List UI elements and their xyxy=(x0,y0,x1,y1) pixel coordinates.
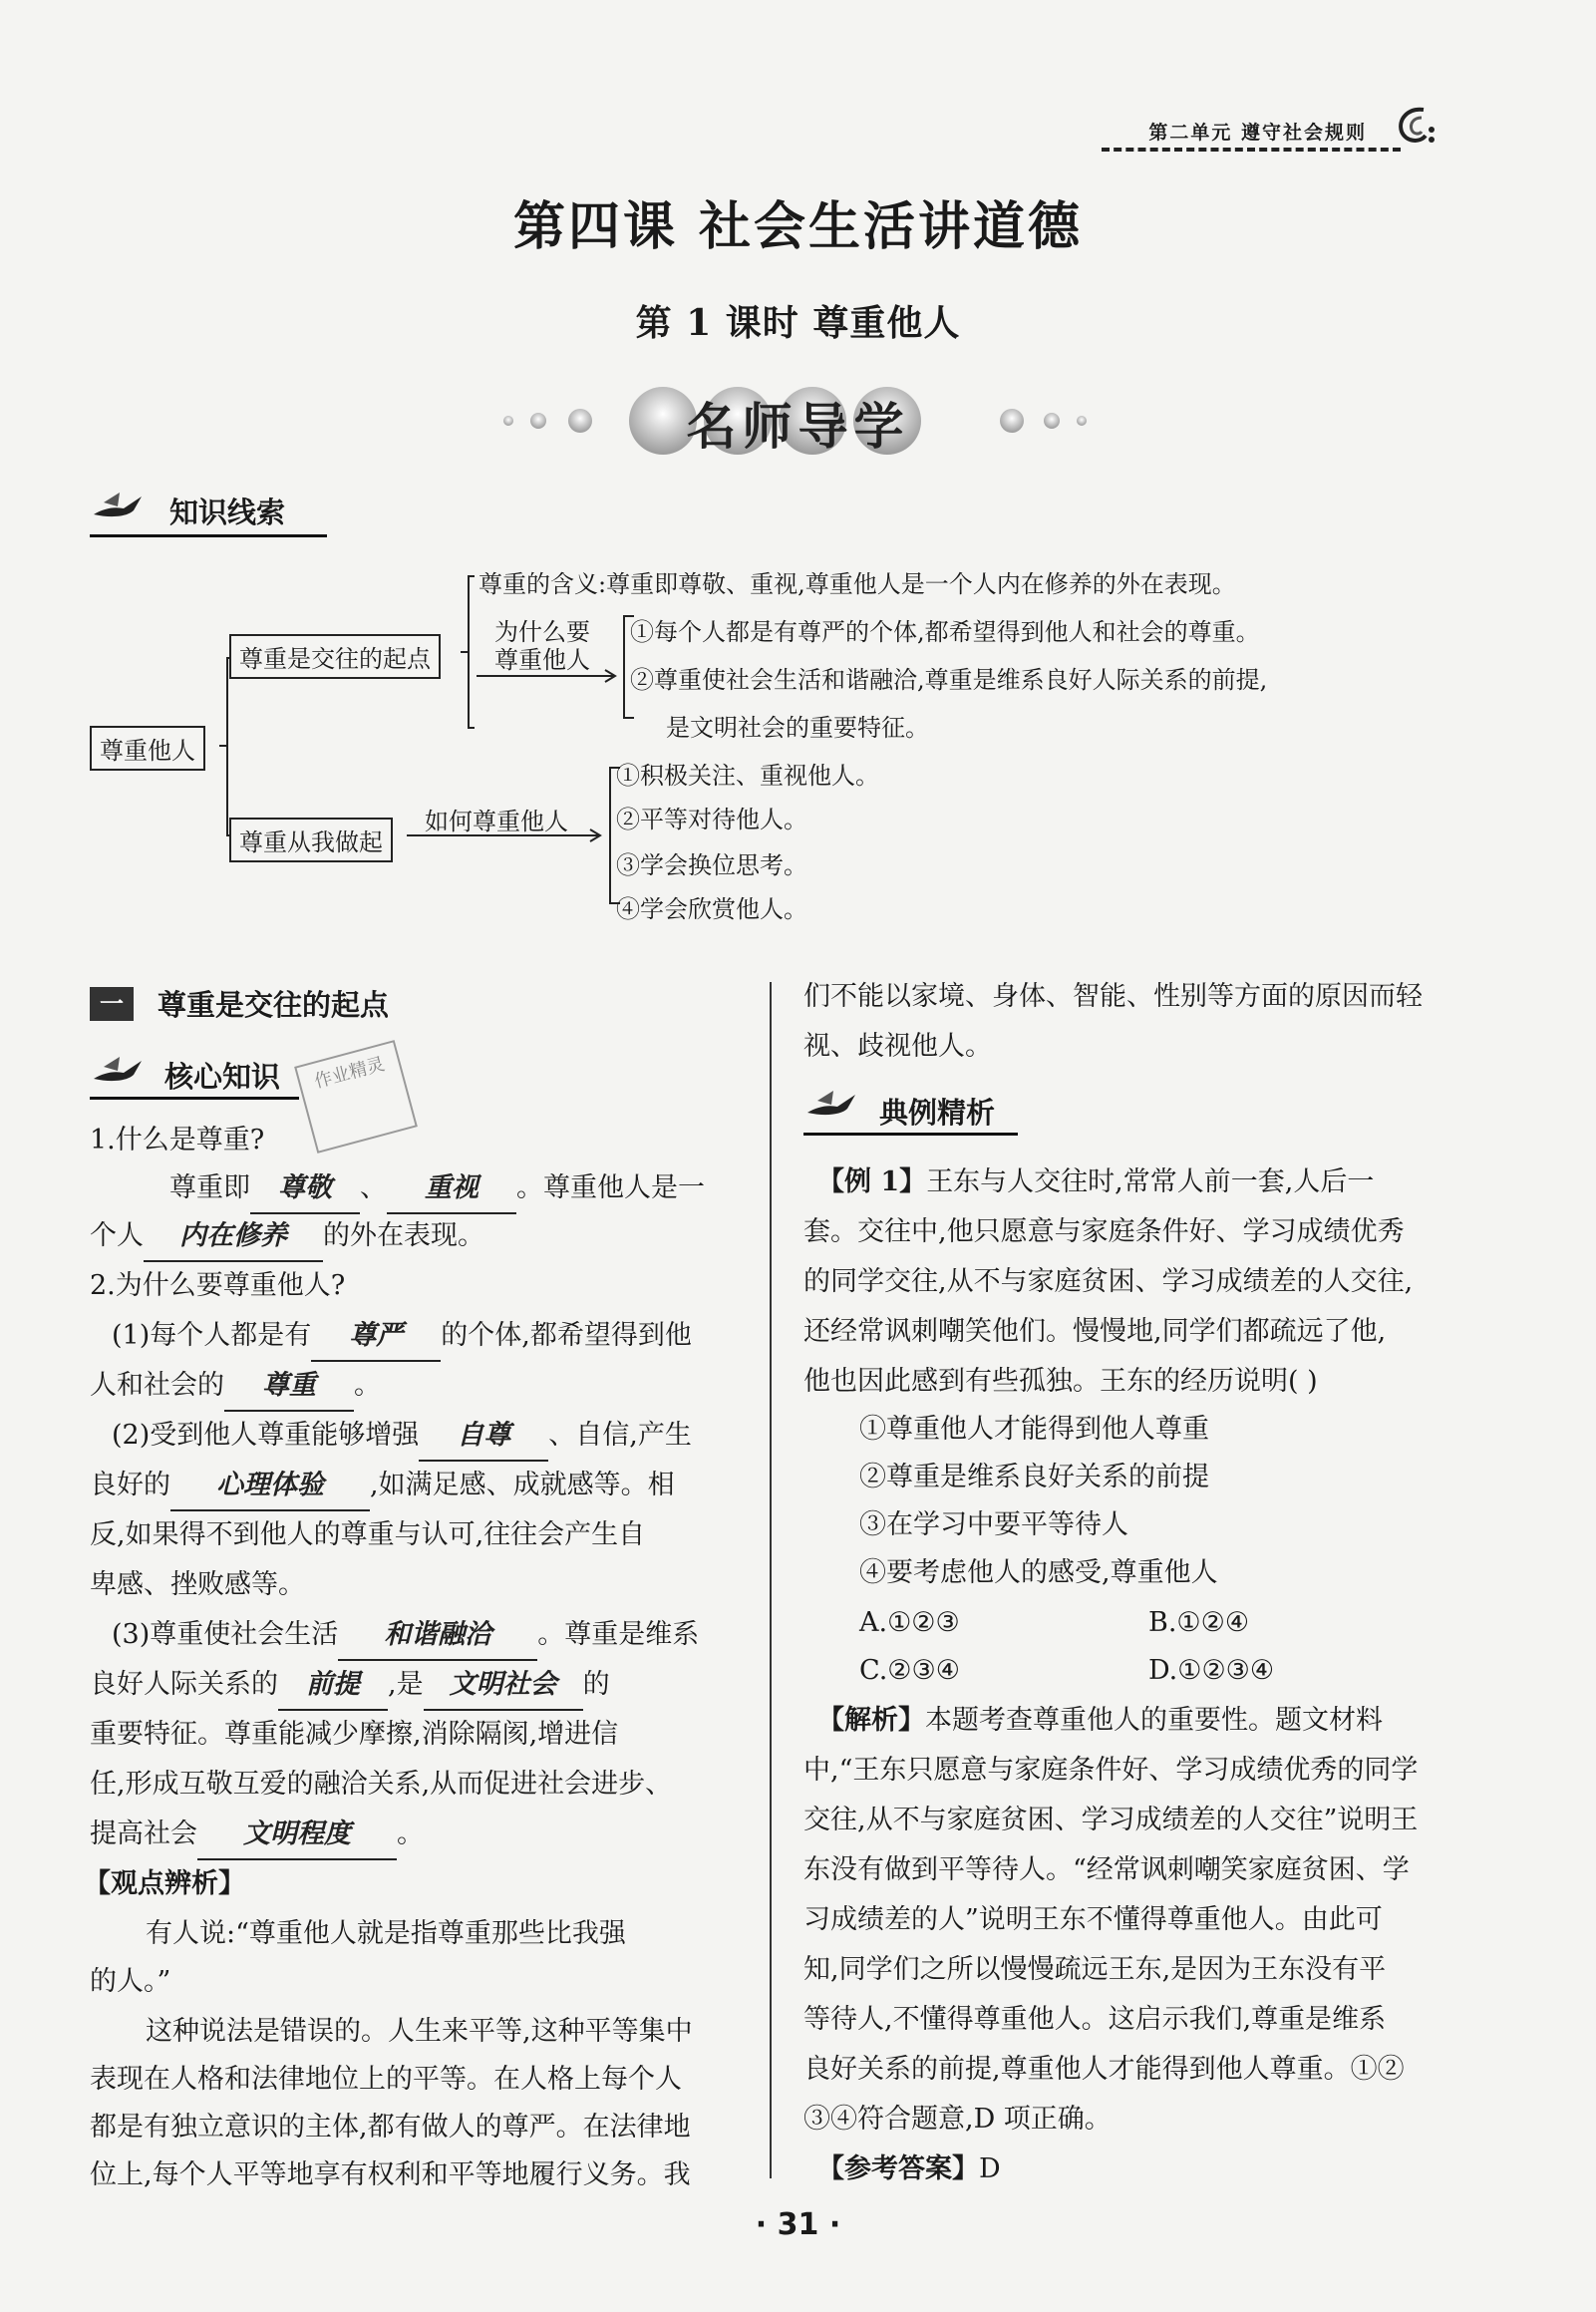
mindmap-root-box: 尊重他人 xyxy=(90,726,205,771)
q1-line-2: 个人 内在修养 的外在表现。 xyxy=(90,1212,484,1262)
statement-item: ②尊重是维系良好关系的前提 xyxy=(859,1462,1209,1492)
analysis-line: 【解析】本题考查尊重他人的重要性。题文材料 xyxy=(817,1705,1383,1736)
view-analysis-tag: 【观点辨析】 xyxy=(84,1868,245,1899)
statement-item: ③在学习中要平等待人 xyxy=(859,1509,1128,1540)
example-line: 还经常讽刺嘲笑他们。慢慢地,同学们都疏远了他, xyxy=(803,1316,1387,1347)
section-title: 尊重是交往的起点 xyxy=(158,988,390,1022)
statement-item: ④要考虑他人的感受,尊重他人 xyxy=(859,1557,1218,1588)
stamp-seal: 作业精灵 xyxy=(294,1040,418,1154)
option-c: C.②③④ xyxy=(859,1655,960,1686)
p1-line-1: (1)每个人都是有 尊严 的个体,都希望得到他 xyxy=(112,1312,692,1362)
example-line: 套。交往中,他只愿意与家庭条件好、学习成绩优秀 xyxy=(803,1216,1405,1247)
analysis-line: ③④符合题意,D 项正确。 xyxy=(803,2104,1112,2135)
core-knowledge-heading: 核心知识 xyxy=(164,1060,281,1094)
swirl-logo-icon xyxy=(1394,104,1437,148)
unit-header: 第二单元 遵守社会规则 xyxy=(1148,122,1367,144)
mindmap-how-label: 如何尊重他人 xyxy=(425,808,568,835)
mindmap-how-item: ③学会换位思考。 xyxy=(616,851,807,879)
answer-blank: 前提 xyxy=(278,1661,388,1711)
option-a: A.①②③ xyxy=(859,1607,960,1638)
lesson-title: 第四课 社会生活讲道德 xyxy=(512,196,1084,257)
p2-line-1: (2)受到他人尊重能够增强 自尊 、自信,产生 xyxy=(112,1412,692,1462)
option-b: B.①②④ xyxy=(1148,1607,1250,1638)
mindmap-why-item-2: ②尊重使社会生活和谐融洽,尊重是维系良好人际关系的前提, xyxy=(630,666,1268,694)
view-line: 表现在人格和法律地位上的平等。在人格上每个人 xyxy=(90,2064,682,2095)
analysis-line: 等待人,不懂得尊重他人。这启示我们,尊重是维系 xyxy=(803,2004,1387,2035)
header-divider xyxy=(1102,148,1401,152)
example-heading: 典例精析 xyxy=(879,1096,996,1130)
statement-item: ①尊重他人才能得到他人尊重 xyxy=(859,1414,1209,1445)
view-line: 位上,每个人平等地享有权利和平等地履行义务。我 xyxy=(90,2159,691,2190)
view-line: 都是有独立意识的主体,都有做人的尊严。在法律地 xyxy=(90,2112,691,2143)
p2-line-3: 反,如果得不到他人的尊重与认可,往往会产生自 xyxy=(90,1519,646,1550)
banner-title: 名师导学 xyxy=(686,397,910,456)
continued-line: 们不能以家境、身体、智能、性别等方面的原因而轻 xyxy=(803,981,1423,1012)
example-line: 他也因此感到有些孤独。王东的经历说明( ) xyxy=(803,1366,1318,1397)
example-line: 的同学交往,从不与家庭贫困、学习成绩差的人交往, xyxy=(803,1266,1414,1297)
dove-icon xyxy=(90,489,146,522)
answer-blank: 文明程度 xyxy=(197,1811,397,1860)
dove-icon xyxy=(803,1087,859,1121)
mindmap-why-label-1: 为什么要 xyxy=(494,618,590,646)
answer-blank: 尊敬 xyxy=(250,1164,360,1214)
reference-answer: 【参考答案】D xyxy=(817,2153,1001,2184)
mindmap-why-label-2: 尊重他人 xyxy=(494,646,590,674)
p1-line-2: 人和社会的 尊重 。 xyxy=(90,1362,381,1412)
option-d: D.①②③④ xyxy=(1148,1655,1275,1686)
continued-line: 视、歧视他人。 xyxy=(803,1031,992,1062)
answer-blank: 文明社会 xyxy=(424,1661,583,1711)
q1-line-1: 尊重即 尊敬 、 重视 。尊重他人是一 xyxy=(169,1164,705,1214)
answer-blank: 尊重 xyxy=(224,1362,354,1412)
heading-underline xyxy=(803,1133,1018,1136)
analysis-line: 中,“王东只愿意与家庭条件好、学习成绩优秀的同学 xyxy=(803,1755,1419,1786)
view-line: 的人。” xyxy=(90,1966,171,1997)
analysis-line: 习成绩差的人”说明王东不懂得尊重他人。由此可 xyxy=(803,1904,1383,1935)
answer-blank: 重视 xyxy=(387,1164,516,1214)
question-1: 1.什么是尊重? xyxy=(90,1125,265,1156)
mindmap-how-item: ①积极关注、重视他人。 xyxy=(616,762,879,790)
answer-blank: 心理体验 xyxy=(170,1462,370,1511)
answer-blank: 和谐融洽 xyxy=(338,1611,537,1661)
p3-line-2: 良好人际关系的 前提 ,是 文明社会 的 xyxy=(90,1661,610,1711)
answer-blank: 尊严 xyxy=(311,1312,441,1362)
p2-line-4: 卑感、挫败感等。 xyxy=(90,1569,305,1600)
view-line: 这种说法是错误的。人生来平等,这种平等集中 xyxy=(146,2016,693,2047)
view-line: 有人说:“尊重他人就是指尊重那些比我强 xyxy=(146,1918,626,1949)
mindmap-how-item: ②平等对待他人。 xyxy=(616,806,807,833)
column-divider xyxy=(770,982,772,2178)
mindmap-why-item-1: ①每个人都是有尊严的个体,都希望得到他人和社会的尊重。 xyxy=(630,618,1260,646)
analysis-line: 良好关系的前提,尊重他人才能得到他人尊重。①② xyxy=(803,2054,1405,2085)
dove-icon xyxy=(90,1053,146,1087)
mindmap-why-item-2-cont: 是文明社会的重要特征。 xyxy=(666,714,929,742)
example-line: 【例 1】王东与人交往时,常常人前一套,人后一 xyxy=(817,1166,1375,1197)
answer-blank: 内在修养 xyxy=(144,1212,323,1262)
page-number: · 31 · xyxy=(755,2207,841,2242)
question-2: 2.为什么要尊重他人? xyxy=(90,1270,346,1301)
mindmap-branch2-box: 尊重从我做起 xyxy=(229,818,393,862)
p2-line-2: 良好的 心理体验 ,如满足感、成就感等。相 xyxy=(90,1462,675,1511)
heading-underline xyxy=(90,534,327,537)
mindmap-meaning: 尊重的含义:尊重即尊敬、重视,尊重他人是一个人内在修养的外在表现。 xyxy=(479,570,1236,598)
analysis-line: 知,同学们之所以慢慢疏远王东,是因为王东没有平 xyxy=(803,1954,1387,1985)
p3-line-1: (3)尊重使社会生活 和谐融洽 。尊重是维系 xyxy=(112,1611,699,1661)
heading-underline xyxy=(90,1097,299,1100)
analysis-line: 东没有做到平等待人。“经常讽刺嘲笑家庭贫困、学 xyxy=(803,1854,1410,1885)
knowledge-clues-heading: 知识线索 xyxy=(169,495,286,529)
period-title: 第 1 课时 尊重他人 xyxy=(635,302,961,344)
mindmap-how-item: ④学会欣赏他人。 xyxy=(616,895,807,923)
p3-line-3: 重要特征。尊重能减少摩擦,消除隔阂,增进信 xyxy=(90,1719,619,1750)
mindmap-branch1-box: 尊重是交往的起点 xyxy=(229,634,441,679)
analysis-line: 交往,从不与家庭贫困、学习成绩差的人交往”说明王 xyxy=(803,1805,1419,1835)
p3-line-4: 任,形成互敬互爱的融洽关系,从而促进社会进步、 xyxy=(90,1769,673,1800)
p3-line-5: 提高社会 文明程度 。 xyxy=(90,1811,424,1860)
answer-blank: 自尊 xyxy=(419,1412,548,1462)
section-number-badge: 一 xyxy=(90,987,134,1021)
